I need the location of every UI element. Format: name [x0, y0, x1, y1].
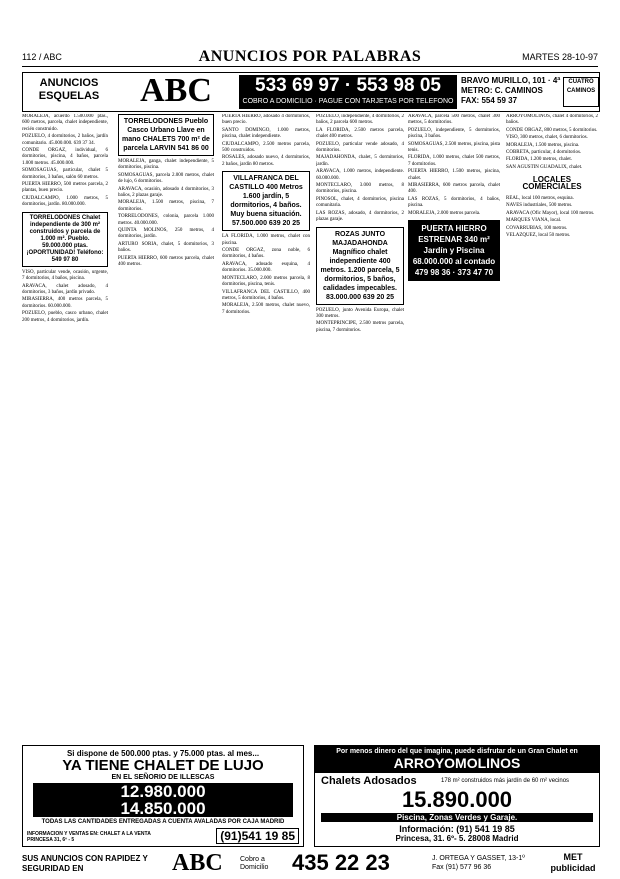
arroyomolinos-area: 178 m² construidos más jardín de 60 m² vecinos — [441, 777, 570, 784]
classified-item: ARAVACA (Ofic Mayor), local 100 metros. — [506, 210, 595, 216]
torrelodones-box-text: TORRELODONES Pueblo Casco Urbano Llave en mano CHALETS 700 m² de parcela LARVIN 541 86 00 — [122, 118, 210, 152]
classified-item: MONTEPRINCIPE, 2.500 metros parcela, piscina, 7 dormitorios. — [316, 321, 404, 333]
classified-item: ROSALES, adosado nuevo, 4 dormitorios, 2 baños, jardín 80 metros. — [222, 155, 310, 167]
classified-item: PUERTA HIERRO, 600 metros parcela, chalet 400 metros. — [118, 255, 214, 268]
classified-item: SOMOSAGUAS, 2.500 metros, piscina, pista tenis. — [408, 141, 500, 154]
classified-item: MORALEJA, 2.500 metros, chalet nuevo, 7 dormitorios. — [222, 303, 310, 315]
top-banner — [22, 72, 600, 112]
villafranca-ad — [222, 171, 310, 231]
illescas-prices — [33, 783, 293, 817]
classified-item: MIRASIERRA, 400 metros parcela, 5 dormitorios. 60.000.000. — [22, 297, 108, 309]
classified-item: VISO, 300 metros, chalet, 6 dormitorios. — [506, 135, 588, 141]
classified-item: MORALEJA, acuerdo 1.500.000 ptas., 600 metros, parcela, chalet independiente, recién construido. — [22, 114, 108, 132]
column-4 — [316, 114, 404, 740]
puerta-hierro-ad-text: PUERTA HIERRO ESTRENAR 340 m² Jardín y Piscina 68.000.000 al contado 479 98 36 · 373 47 70 — [409, 221, 499, 280]
classified-item: REAL, local 100 metros, esquina. — [506, 196, 574, 202]
classified-item: LA FLORIDA, 2.500 metros parcela, chalet 400 metros. — [316, 127, 404, 140]
classified-item: MONTECLARO, 3.000 metros, 8 dormitorios, piscina. — [316, 183, 404, 195]
arroyomolinos-phone: Información: (91) 541 19 85 — [399, 824, 515, 834]
banner-phones — [239, 75, 457, 109]
classified-item: SOMOSAGUAS, parcela 2.000 metros, chalet de lujo, 6 dormitorios. — [118, 172, 214, 185]
arroyomolinos-header — [315, 746, 599, 773]
banner-left-text: ANUNCIOS ESQUELAS — [38, 77, 100, 102]
torrelodones-ad-text: TORRELODONES Chalet independiente de 300 m² construidos y parcela de 1.000 m². Pueblo. 59.000.000 ptas. ¡OPORTUNIDAD! Teléfono: 549 97 80 — [26, 214, 104, 263]
classified-item: MONTECLARO, 2.000 metros parcela, 8 dormitorios, piscina, tenis. — [222, 275, 310, 288]
page-title: ANUNCIOS POR PALABRAS — [198, 48, 422, 65]
classified-item: ARTURO SORIA, chalet, 5 dormitorios, 3 baños. — [118, 241, 214, 254]
classified-item: MARQUES VIANA, local. — [506, 218, 562, 224]
column-5 — [408, 114, 500, 740]
illescas-price-1: 12.980.000 — [120, 782, 206, 801]
classified-item: LAS ROZAS, adosado, 4 dormitorios, 2 plazas garaje. — [316, 210, 404, 223]
classified-item: PUERTA HIERRO, adosado 4 dormitorios, buen precio. — [222, 114, 310, 126]
cuatro-caminos-logo: CUATRO CAMINOS — [563, 77, 599, 107]
classified-item: VELAZQUEZ, local 50 metros. — [506, 233, 571, 239]
classified-item: LA FLORIDA, 1.000 metros, chalet con piscina. — [222, 234, 310, 246]
classified-item: SANTO DOMINGO, 1.000 metros, piscina, chalet independiente. — [222, 127, 310, 140]
illescas-headline: YA TIENE CHALET DE LUJO — [62, 757, 264, 774]
classified-item: MORALEJA, ganga, chalet independiente, 5 dormitorios, piscina. — [118, 159, 214, 171]
classified-item: MORALEJA, 2.000 metros parcela. — [408, 210, 481, 216]
arroyomolinos-address: Princesa, 31. 6º- 5. 28008 Madrid — [395, 834, 519, 843]
classified-item: FLORIDA, 1.200 metros, chalet. — [506, 157, 572, 163]
illescas-phone: (91)541 19 85 — [216, 828, 299, 844]
banner-abc-logo: ABC — [140, 72, 212, 109]
classified-item: MORALEJA, 1.500 metros, piscina. — [506, 142, 580, 148]
banner-address: BRAVO MURILLO, 101 · 4ª METRO: C. CAMINOS FAX: 554 59 37 — [461, 76, 561, 105]
footer-left: SUS ANUNCIOS CON RAPIDEZ Y SEGURIDAD EN — [22, 854, 148, 873]
classified-item: CIUDALCAMPO, 1.000 metros, 5 dormitorios, jardín. 80.000.000. — [22, 195, 108, 208]
classified-item: SOMOSAGUAS, particular, chalet 5 dormitorios, 3 baños, salón 60 metros. — [22, 168, 108, 180]
classified-item: PUERTA HIERRO, 500 metros parcela, 2 plantas, buen precio. — [22, 182, 108, 194]
footer-fax: Fax (91) 577 96 36 — [432, 864, 492, 871]
classified-item: CIUDALCAMPO, 2.500 metros parcela, 500 construidos. — [222, 141, 310, 154]
classified-item: POZUELO, 4 dormitorios, 2 baños, jardín comunitario. 45.000.000. 639 37 34. — [22, 134, 108, 146]
column-6 — [506, 114, 598, 740]
classified-item: ARAVACA, parcela 500 metros, chalet 300 metros, 5 dormitorios. — [408, 114, 500, 126]
column-1 — [22, 114, 108, 740]
arroyomolinos-ad — [314, 745, 600, 847]
illescas-line1: Si dispone de 500.000 ptas. y 75.000 ptas. al mes... — [66, 749, 260, 758]
illescas-info: INFORMACION Y VENTAS EN: CHALET A LA VENTA PRINCESA 31, 6º - 5 — [27, 831, 151, 843]
classified-item: POZUELO, pueblo, casco urbano, chalet 200 metros, 4 dormitorios, jardín. — [22, 311, 108, 323]
date: MARTES 28-10-97 — [522, 52, 598, 62]
puerta-hierro-ad — [408, 220, 500, 281]
torrelodones-ad — [22, 212, 108, 267]
banner-phone-number: 533 69 97 · 553 98 05 — [255, 75, 441, 96]
arroyomolinos-chalets: Chalets Adosados — [321, 775, 417, 787]
column-3 — [222, 114, 310, 740]
classified-item: ARROYOMOLINOS, chalet 4 dormitorios, 2 baños. — [506, 114, 598, 126]
classified-item: MAJADAHONDA, chalet, 5 dormitorios, jardín. — [316, 155, 404, 167]
classified-item: FLORIDA, 1.000 metros, chalet 500 metros, 7 dormitorios. — [408, 155, 500, 167]
torrelodones-box — [118, 114, 214, 156]
arroyomolinos-extras: Piscina, Zonas Verdes y Garaje. — [321, 813, 593, 822]
illescas-note: TODAS LAS CANTIDADES ENTREGADAS A CUENTA AVALADAS POR CAJA MADRID — [41, 819, 285, 825]
classified-item: SAN AGUSTIN GUADALIX, chalet. — [506, 164, 583, 170]
classified-item: CONDE ORGAZ, individual, 6 dormitorios, piscina, 4 baños, parcela 1.000 metros. 45.000.000. — [22, 148, 108, 166]
rozas-ad-text: ROZAS JUNTO MAJADAHONDA Magnífico chalet independiente 400 metros. 1.200 parcela, 5 dormitorios, 5 baños, calidades impecables. 83.000.000 639 20 25 — [320, 230, 400, 301]
classified-item: PINOSOL, chalet, 4 dormitorios, piscina comunitaria. — [316, 196, 404, 209]
arroyomolinos-price: 15.890.000 — [401, 787, 513, 812]
header-rule — [22, 66, 598, 67]
classified-item: POZUELO, independiente, 5 dormitorios, piscina, 3 baños. — [408, 127, 500, 140]
illescas-ad — [22, 745, 304, 847]
classified-item: QUINTA MOLINOS, 250 metros, 4 dormitorios, jardín. — [118, 228, 214, 240]
classified-item: NAVES industriales, 500 metros. — [506, 203, 573, 209]
classified-item: MIRASIERRA, 600 metros parcela, chalet 400. — [408, 183, 500, 195]
footer-address — [432, 854, 542, 872]
classified-item: POZUELO, junto Avenida Europa, chalet 300 metros. — [316, 307, 404, 319]
villafranca-ad-text: VILLAFRANCA DEL CASTILLO 400 Metros 1.600 jardín, 5 dormitorios, 4 baños. Muy buena situación. 57.500.000 639 20 25 — [229, 175, 303, 228]
classified-item: VISO, particular vende, ocasión, urgente, 7 dormitorios, 4 baños, piscina. — [22, 269, 108, 282]
column-2 — [118, 114, 214, 740]
footer-cobro: Cobro a Domicilio — [240, 856, 269, 871]
classified-item: CONDE ORGAZ, zona noble, 6 dormitorios, 4 baños. — [222, 248, 310, 260]
classified-item: ARAVACA, ocasión, adosado 4 dormitorios, 3 baños, 2 plazas garaje. — [118, 186, 214, 199]
classified-item: VILLAFRANCA DEL CASTILLO, 400 metros, 5 dormitorios, 4 baños. — [222, 289, 310, 301]
rozas-ad — [316, 227, 404, 305]
classified-item: ARAVACA, 1.000 metros, independiente. 60.000.000. — [316, 169, 404, 181]
classified-item: POZUELO, independiente, 4 dormitorios, 2 baños, 2 parcela 600 metros. — [316, 114, 404, 126]
footer-phone: 435 22 23 — [292, 850, 390, 875]
classified-item: POZUELO, particular vende adosado, 4 dormitorios. — [316, 141, 404, 154]
footer-street: J. ORTEGA Y GASSET, 13-1º — [432, 855, 525, 862]
classified-item: TORRELODONES, colonia, parcela 1.000 metros. 40.000.000. — [118, 214, 214, 226]
footer-abc: ABC — [172, 850, 223, 876]
classified-item: COBRETA, particular, 4 dormitorios. — [506, 150, 582, 156]
classified-item: MORALEJA, 1.500 metros, piscina, 7 dormitorios. — [118, 200, 214, 212]
classified-item: PUERTA HIERRO, 1.500 metros, piscina, chalet. — [408, 169, 500, 181]
illescas-sub: EN EL SEÑORIO DE ILLESCAS — [111, 774, 215, 781]
page-number: 112 / ABC — [22, 52, 62, 62]
banner-phone-note: COBRO A DOMICILIO · PAGUE CON TARJETAS POR TELEFONO — [242, 98, 454, 105]
classified-item: COVARRUBIAS, 100 metros. — [506, 225, 568, 231]
classified-item: ARAVACA, adosado esquina, 4 dormitorios. 35.000.000. — [222, 261, 310, 274]
classified-item: CONDE ORGAZ, 800 metros, 5 dormitorios. — [506, 127, 598, 133]
classified-item: ARAVACA, chalet adosado, 4 dormitorios, 3 baños, jardín privado. — [22, 283, 108, 295]
arroyomolinos-line1: Por menos dinero del que imagina, puede disfrutar de un Gran Chalet en — [336, 748, 578, 755]
classified-item: LAS ROZAS, 5 dormitorios, 4 baños, piscina. — [408, 196, 500, 209]
arroyomolinos-headline: ARROYOMOLINOS — [393, 755, 521, 771]
footer — [22, 852, 598, 878]
illescas-price-2: 14.850.000 — [120, 799, 206, 818]
locales-section-title: LOCALES COMERCIALES — [522, 175, 582, 191]
met-logo: MET publicidad — [550, 852, 596, 873]
